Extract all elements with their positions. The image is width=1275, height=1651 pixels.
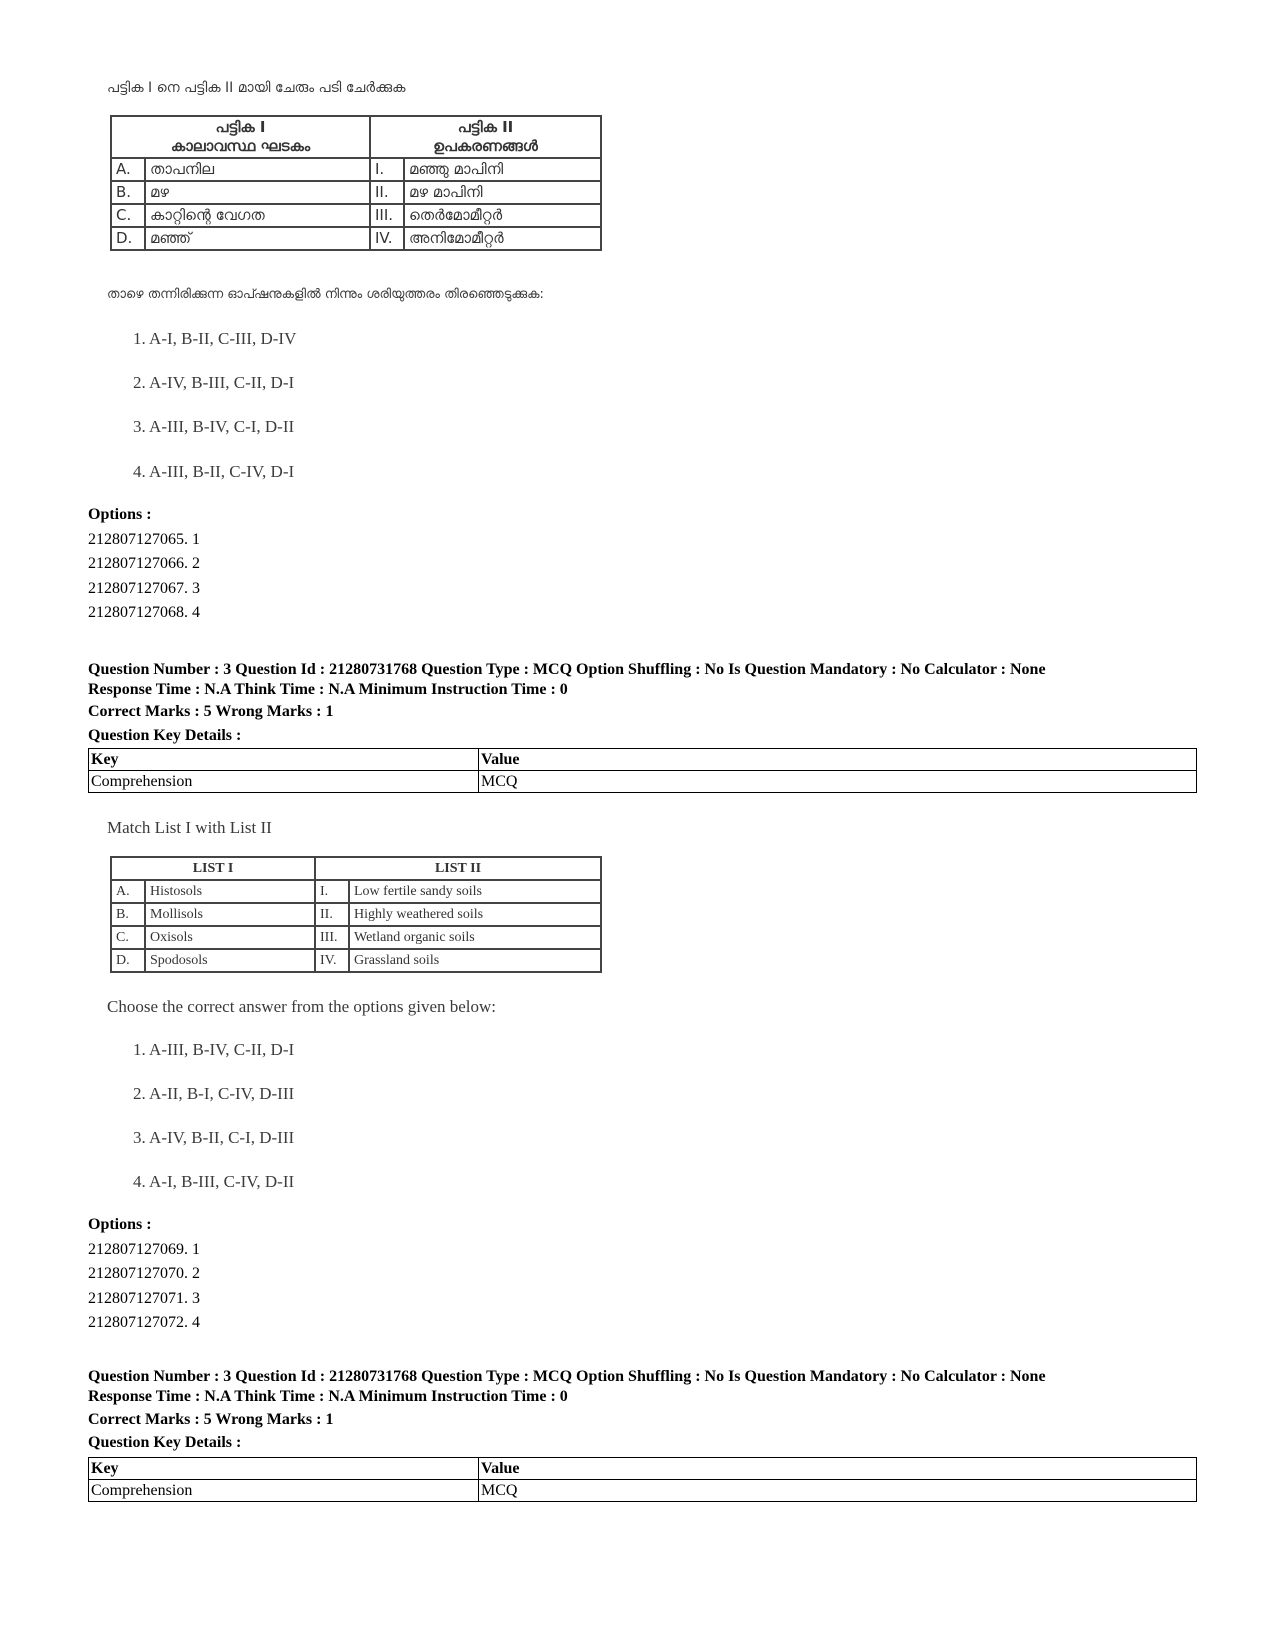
- q2-list1-header: LIST I: [111, 857, 315, 880]
- table-row: [111, 227, 601, 250]
- q2-row-value-iv: Grassland soils: [349, 949, 601, 972]
- q1-row-label-d: D.: [111, 227, 145, 250]
- q2-choice-4: 4. A-I, B-III, C-IV, D-II: [133, 1172, 295, 1191]
- q1-row-value-b: മഴ: [145, 181, 370, 204]
- value-cell: MCQ: [479, 1480, 1197, 1502]
- marks-line: Correct Marks : 5 Wrong Marks : 1: [88, 1411, 334, 1428]
- q1-row-value-a: താപനില: [145, 158, 370, 181]
- table-row: [111, 204, 601, 227]
- q1-row-value-iii: തെർമോമീറ്റർ: [404, 204, 601, 227]
- q2-choice-3: 3. A-IV, B-II, C-I, D-III: [133, 1128, 295, 1147]
- q1-row-label-i: I.: [370, 158, 404, 181]
- value-header: Value: [479, 749, 1197, 771]
- q1-row-value-ii: മഴ മാപിനി: [404, 181, 601, 204]
- q2-row-label-iv: IV.: [315, 949, 349, 972]
- q2-list2-header: LIST II: [315, 857, 601, 880]
- key-header: Key: [89, 1458, 479, 1480]
- value-cell: MCQ: [479, 771, 1197, 793]
- question-meta-2: [88, 1367, 1046, 1407]
- q1-row-label-iii: III.: [370, 204, 404, 227]
- q2-row-label-a: A.: [111, 880, 145, 903]
- q1-row-label-iv: IV.: [370, 227, 404, 250]
- q1-match-table: [110, 115, 602, 251]
- question-meta-line1: Question Number : 3 Question Id : 21280731768 Question Type : MCQ Option Shuffling : No Is Question Mandatory : No Calculator : None: [88, 661, 1046, 678]
- q1-row-value-c: കാറ്റിന്റെ വേഗത: [145, 204, 370, 227]
- q2-options: [88, 1213, 200, 1336]
- q2-option-4: 212807127072. 4: [88, 1314, 200, 1332]
- key-details-table: [88, 748, 1197, 793]
- key-details-table: [88, 1457, 1197, 1502]
- q2-choose-text: Choose the correct answer from the options given below:: [107, 997, 497, 1016]
- q2-row-value-ii: Highly weathered soils: [349, 903, 601, 926]
- table-header-row: [89, 749, 1197, 771]
- q1-option-3: 212807127067. 3: [88, 579, 200, 597]
- q1-row-label-b: B.: [111, 181, 145, 204]
- question-meta-line2: Response Time : N.A Think Time : N.A Minimum Instruction Time : 0: [88, 681, 568, 698]
- key-header: Key: [89, 749, 479, 771]
- table-row: [111, 880, 601, 903]
- q2-row-value-i: Low fertile sandy soils: [349, 880, 601, 903]
- key-cell: Comprehension: [89, 1480, 479, 1502]
- q1-option-1: 212807127065. 1: [88, 530, 200, 548]
- q2-row-label-c: C.: [111, 926, 145, 949]
- q1-choice-3: 3. A-III, B-IV, C-I, D-II: [133, 417, 295, 436]
- q1-options-label: Options :: [88, 506, 152, 523]
- table-row: [111, 158, 601, 181]
- table-row: [111, 949, 601, 972]
- table-header-row: [89, 1458, 1197, 1480]
- table-row: [111, 181, 601, 204]
- q2-option-3: 212807127071. 3: [88, 1289, 200, 1307]
- q2-row-value-a: Histosols: [145, 880, 315, 903]
- q2-option-2: 212807127070. 2: [88, 1265, 200, 1283]
- q1-row-value-d: മഞ്ഞ്: [145, 227, 370, 250]
- q2-instruction: Match List I with List II: [107, 818, 272, 837]
- table-row: [89, 771, 1197, 793]
- q1-choice-2: 2. A-IV, B-III, C-II, D-I: [133, 373, 295, 392]
- q1-instruction: പട്ടിക I നെ പട്ടിക II മായി ചേരും പടി ചേർക്കുക: [107, 80, 406, 96]
- q2-choice-2: 2. A-II, B-I, C-IV, D-III: [133, 1084, 295, 1103]
- q1-list1-header-cell: [111, 116, 370, 158]
- q1-row-value-i: മഞ്ഞു മാപിനി: [404, 158, 601, 181]
- table-row: [111, 903, 601, 926]
- q1-row-label-c: C.: [111, 204, 145, 227]
- q2-row-label-b: B.: [111, 903, 145, 926]
- q1-choice-1: 1. A-I, B-II, C-III, D-IV: [133, 329, 297, 348]
- q1-choose-text: താഴെ തന്നിരിക്കുന്ന ഓപ്ഷനുകളിൽ നിന്നും ശരിയുത്തരം തിരഞ്ഞെടുക്കുക:: [107, 287, 544, 302]
- q2-row-value-d: Spodosols: [145, 949, 315, 972]
- marks-line: Correct Marks : 5 Wrong Marks : 1: [88, 703, 334, 720]
- q1-option-2: 212807127066. 2: [88, 555, 200, 573]
- q2-option-1: 212807127069. 1: [88, 1240, 200, 1258]
- q2-row-value-iii: Wetland organic soils: [349, 926, 601, 949]
- key-details-label: Question Key Details :: [88, 1434, 242, 1451]
- q2-row-label-d: D.: [111, 949, 145, 972]
- q1-list2-subheader: ഉപകരണങ്ങൾ: [433, 137, 538, 155]
- table-row: [89, 1480, 1197, 1502]
- q1-option-4: 212807127068. 4: [88, 604, 200, 622]
- q2-row-label-ii: II.: [315, 903, 349, 926]
- q1-list2-header-cell: [370, 116, 601, 158]
- q2-choice-1: 1. A-III, B-IV, C-II, D-I: [133, 1040, 295, 1059]
- question-meta-1: [88, 660, 1046, 700]
- q2-options-label: Options :: [88, 1216, 152, 1233]
- q2-row-value-c: Oxisols: [145, 926, 315, 949]
- q1-options: [88, 503, 200, 626]
- question-meta-line1: Question Number : 3 Question Id : 21280731768 Question Type : MCQ Option Shuffling : No Is Question Mandatory : No Calculator : None: [88, 1368, 1046, 1385]
- question-meta-line2: Response Time : N.A Think Time : N.A Minimum Instruction Time : 0: [88, 1388, 568, 1405]
- q1-list2-header: പട്ടിക II: [457, 118, 514, 136]
- q2-row-value-b: Mollisols: [145, 903, 315, 926]
- q1-list1-subheader: കാലാവസ്ഥ ഘടകം: [170, 137, 311, 155]
- q2-row-label-i: I.: [315, 880, 349, 903]
- value-header: Value: [479, 1458, 1197, 1480]
- q1-choice-4: 4. A-III, B-II, C-IV, D-I: [133, 462, 295, 481]
- q1-row-label-a: A.: [111, 158, 145, 181]
- q2-match-table: [110, 856, 602, 973]
- q1-row-value-iv: അനിമോമീറ്റർ: [404, 227, 601, 250]
- q1-list1-header: പട്ടിക I: [215, 118, 266, 136]
- table-row: [111, 926, 601, 949]
- q1-row-label-ii: II.: [370, 181, 404, 204]
- key-details-label: Question Key Details :: [88, 727, 242, 744]
- key-cell: Comprehension: [89, 771, 479, 793]
- q2-row-label-iii: III.: [315, 926, 349, 949]
